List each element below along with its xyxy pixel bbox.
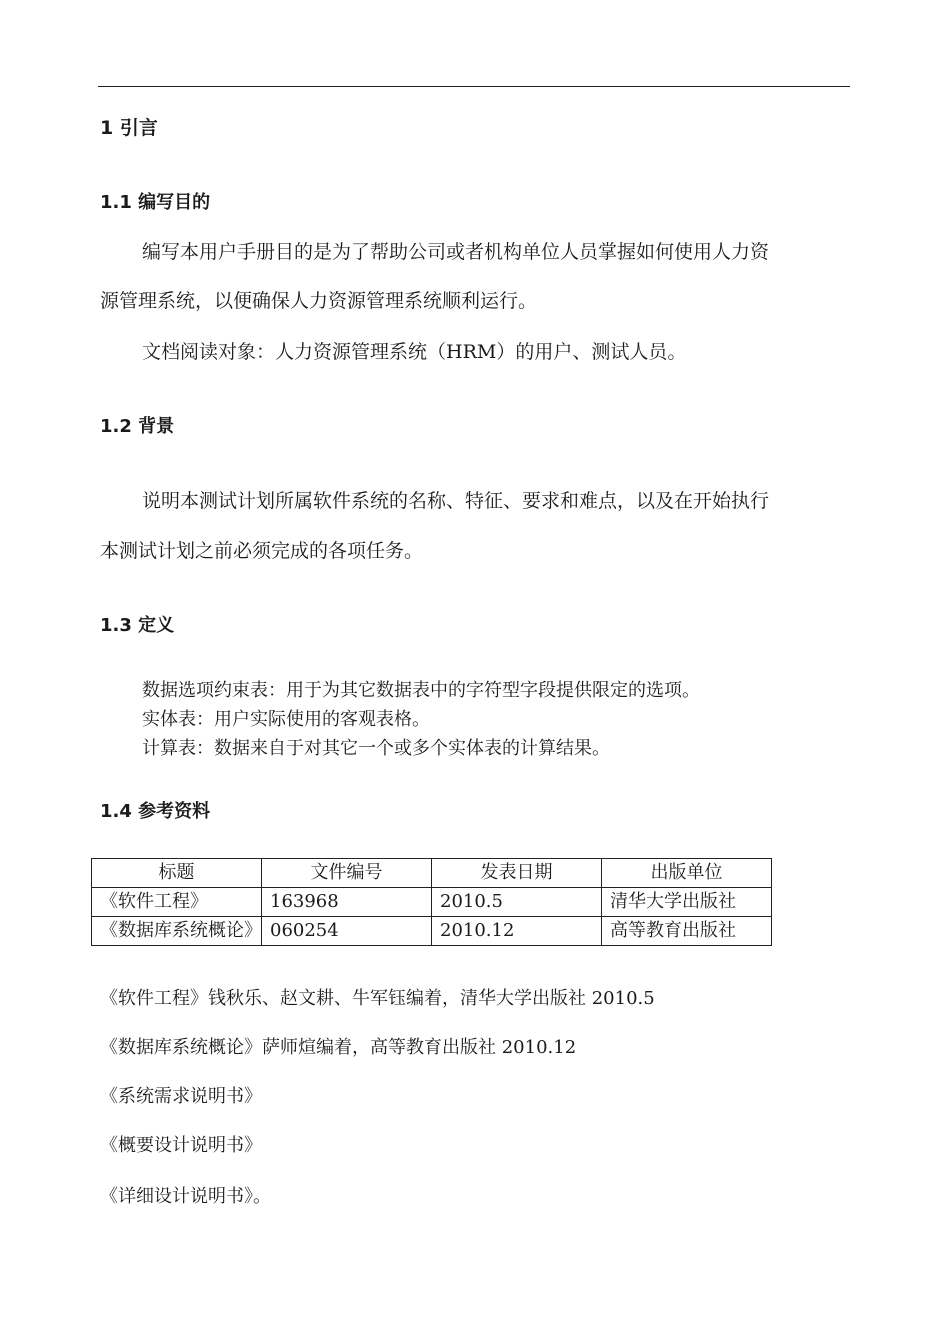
reference-list-item: 《数据库系统概论》萨师煊编着，高等教育出版社 2010.12 [100, 1037, 577, 1058]
definition-item: 计算表：数据来自于对其它一个或多个实体表的计算结果。 [142, 738, 610, 759]
table-header-row [92, 859, 772, 888]
reference-list-item: 《系统需求说明书》 [100, 1086, 262, 1107]
definition-item: 实体表：用户实际使用的客观表格。 [142, 709, 430, 730]
reference-list-item: 《软件工程》钱秋乐、赵文耕、牛军钰编着，清华大学出版社 2010.5 [100, 988, 655, 1009]
table-header-cell: 文件编号 [262, 859, 432, 888]
table-row [92, 917, 772, 946]
background-paragraph-line1: 说明本测试计划所属软件系统的名称、特征、要求和难点，以及在开始执行 [142, 490, 770, 512]
reference-list-item: 《详细设计说明书》。 [100, 1186, 271, 1207]
purpose-paragraph-line1: 编写本用户手册目的是为了帮助公司或者机构单位人员掌握如何使用人力资 [142, 241, 770, 263]
table-row [92, 888, 772, 917]
reference-list-item: 《概要设计说明书》 [100, 1135, 262, 1156]
table-cell: 2010.5 [432, 888, 602, 917]
table-header-cell: 标题 [92, 859, 262, 888]
table-cell: 2010.12 [432, 917, 602, 946]
table-cell: 高等教育出版社 [602, 917, 772, 946]
background-paragraph-line2: 本测试计划之前必须完成的各项任务。 [100, 540, 424, 562]
section-heading-definitions: 1.3 定义 [100, 615, 175, 636]
table-header-cell: 出版单位 [602, 859, 772, 888]
definition-item: 数据选项约束表：用于为其它数据表中的字符型字段提供限定的选项。 [142, 680, 700, 701]
table-cell: 《软件工程》 [92, 888, 262, 917]
section-heading-intro: 1 引言 [100, 117, 158, 139]
purpose-paragraph-line2: 源管理系统，以便确保人力资源管理系统顺利运行。 [100, 290, 538, 312]
section-heading-background: 1.2 背景 [100, 416, 175, 437]
references-table [91, 858, 772, 946]
table-cell: 163968 [262, 888, 432, 917]
section-heading-purpose: 1.1 编写目的 [100, 192, 211, 213]
header-rule [98, 86, 850, 87]
section-heading-references: 1.4 参考资料 [100, 801, 211, 822]
table-cell: 《数据库系统概论》 [92, 917, 262, 946]
audience-paragraph: 文档阅读对象：人力资源管理系统（HRM）的用户、测试人员。 [142, 341, 687, 363]
table-cell: 清华大学出版社 [602, 888, 772, 917]
table-header-cell: 发表日期 [432, 859, 602, 888]
table-cell: 060254 [262, 917, 432, 946]
